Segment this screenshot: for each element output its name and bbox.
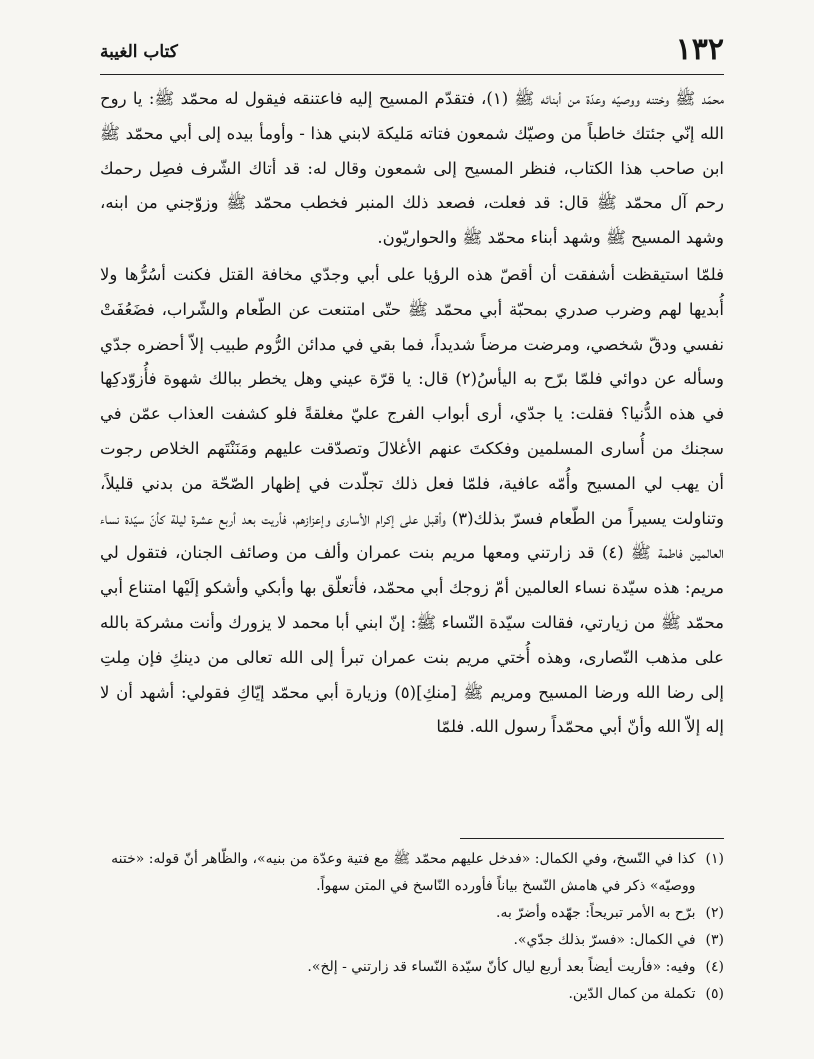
footnote-number: (٣) xyxy=(705,932,724,948)
page-number: ١٣٢ xyxy=(675,32,724,67)
footnote xyxy=(100,846,724,900)
footnote-number: (٥) xyxy=(705,986,724,1002)
footnote-separator xyxy=(460,838,724,839)
footnote-text: برّح به الأمر تبريحاً: جهّده وأضرّ به. xyxy=(496,905,696,921)
footnote xyxy=(100,900,724,927)
footnotes xyxy=(100,846,724,1008)
main-text xyxy=(100,82,724,745)
footnote xyxy=(100,927,724,954)
footnote-number: (١) xyxy=(705,851,724,867)
footnote-number: (٤) xyxy=(705,959,724,975)
paragraph: فلمّا استيقظت أشفقت أن أقصّ هذه الرؤيا على أبي وجدّي مخافة القتل فكنت أسُرُّها ولا أُبديها لهم وضرب صدري بمحبّة أبي محمّد ﷺ حتّى امتنعت عن الطّعام والشّراب، فضَعُفَتْ نفسي ودقّ شخصي، ومرضت مرضاً شديداً، فما بقي في مدائن الرُّوم طبيب إلاّ أحضره جدّي وسأله عن دوائي فلمّا برّح به اليأسُ(٢) قال: يا قرّة عيني وهل يخطر ببالك شهوة فأُزوّدكِها في هذه الدُّنيا؟ فقلت: يا جدّي، أرى أبواب الفرج عليّ مغلقةً فلو كشفت العذاب عمّن في سجنك من أُسارى المسلمين وفككتَ عنهم الأغلالَ وتصدّقت عليهم ومَنَنْتَهم الخلاص رجوت أن يهب لي المسيح وأُمّه عافية، فلمّا فعل ذلك تجلّدت في إظهار الصّحّة من بدني قليلاً، وتناولت يسيراً من الطّعام فسرّ بذلك(٣) وأقبل على إكرام الأسارى وإعزازهم، فأريت بعد أربع عشرة ليلة كأنّ سيّدة نساء العالمين فاطمة ﷺ (٤) قد زارتني ومعها مريم بنت عمران وألف من وصائف الجنان، فتقول لي مريم: هذه سيّدة نساء العالمين أمّ زوجك أبي محمّد، فأتعلّق بها وأبكي وأشكو إلَيْها امتناع أبي محمّد ﷺ من زيارتي، فقالت سيّدة النّساء ﷺ: إنّ ابني أبا محمد لا يزورك وأنت مشركة بالله على مذهب النّصارى، وهذه أُختي مريم بنت عمران تبرأ إلى الله تعالى من دينكِ فإن مِلتِ إلى رضا الله ورضا المسيح ومريم ﷺ [منكِ](٥) وزيارة أبي محمّد إيّاكِ فقولي: أشهد أن لا إله إلاّ الله وأنّ أبي محمّداً رسول الله. فلمّا xyxy=(100,264,725,737)
footnote xyxy=(100,981,724,1008)
footnote-text: في الكمال: «فسرّ بذلك جدّي». xyxy=(513,932,696,948)
footnote-number: (٢) xyxy=(705,905,724,921)
paragraph: محمّد ﷺ وختنه ووصيّه وعدّة من أبنائه ﷺ (١)، فتقدّم المسيح إليه فاعتنقه فيقول له محمّد ﷺ: يا روح الله إنّي جئتك خاطباً من وصيّك شمعون فتاته مَليكة لابني هذا - وأومأ بيده إلى أبي محمّد ﷺ ابن صاحب هذا الكتاب، فنظر المسيح إلى شمعون وقال له: قد أتاك الشّرف فصِل رحمك رحم آل محمّد ﷺ قال: قد فعلت، فصعد ذلك المنبر فخطب محمّد ﷺ وزوّجني من ابنه، وشهد المسيح ﷺ وشهد أبناء محمّد ﷺ والحواريّون. xyxy=(100,89,724,248)
page-header xyxy=(100,30,724,75)
book-title: كتاب الغيبة xyxy=(100,42,178,62)
footnote-text: تكملة من كمال الدّين. xyxy=(568,986,696,1002)
footnote-text: وفيه: «فأريت أيضاً بعد أربع ليال كأنّ سيّدة النّساء قد زارتني - إلخ». xyxy=(307,959,696,975)
footnote xyxy=(100,954,724,981)
footnote-text: كذا في النّسخ، وفي الكمال: «فدخل عليهم محمّد ﷺ مع فتية وعدّة من بنيه»، والظّاهر أنّ قوله: «ختنه ووصيّه» ذكر في هامش النّسخ بياناً فأورده النّاسخ في المتن سهواً. xyxy=(111,851,696,894)
